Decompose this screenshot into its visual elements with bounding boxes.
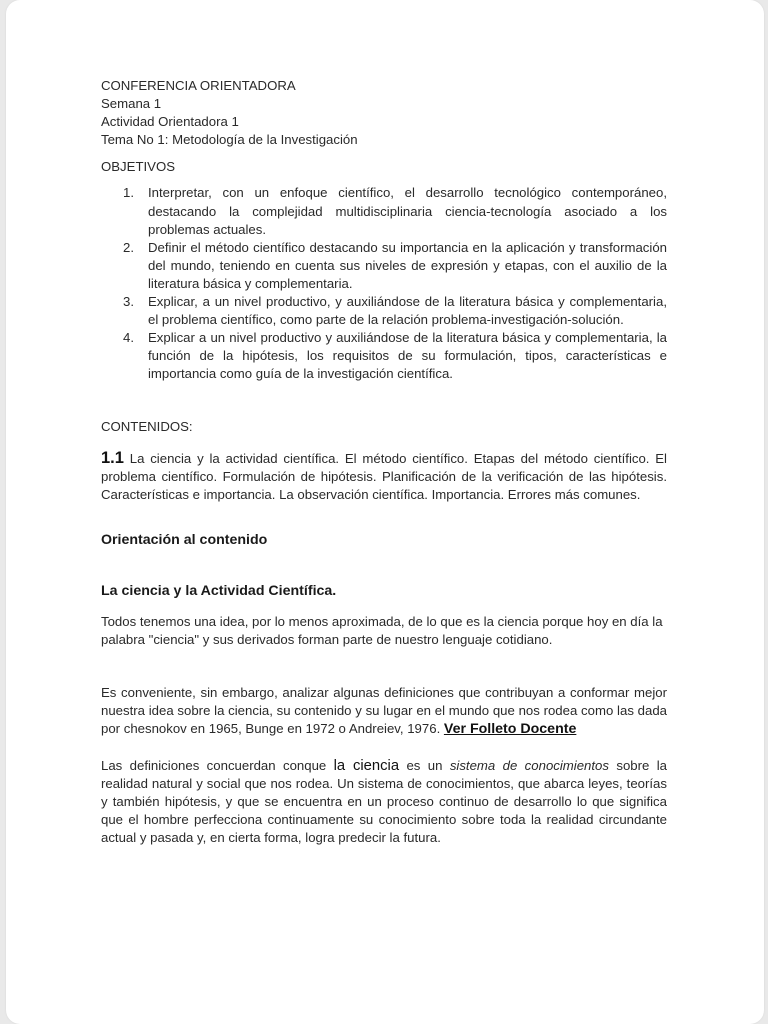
ver-folleto-docente-link[interactable]: Ver Folleto Docente — [443, 721, 577, 738]
contenido-item — [101, 449, 667, 504]
paragraph-text-mid: es un — [399, 757, 450, 773]
contenido-text: La ciencia y la actividad científica. El método científico. Etapas del método científico. El problema científico. Formulación de hipótesis. Planificación de la verificación de las hipótesis. Características e importancia. La observación científica. Importancia. Errores más comunes. — [101, 450, 667, 502]
objetivos-heading: OBJETIVOS — [101, 159, 176, 175]
objective-item — [101, 329, 667, 383]
paragraph-ciencia-definition — [101, 757, 667, 847]
objectives-list — [101, 184, 667, 383]
contenidos-heading: CONTENIDOS: — [101, 418, 193, 434]
objective-number: 2. — [123, 239, 134, 255]
objective-number: 4. — [123, 330, 134, 346]
objective-item — [101, 184, 667, 238]
objective-item — [101, 239, 667, 293]
objective-text: Interpretar, con un enfoque científico, el desarrollo tecnológico contemporáneo, destacando la complejidad multidisciplinaria ciencia-tecnología asociado a los problemas actuales. — [148, 185, 667, 237]
ciencia-term: la ciencia — [333, 757, 400, 774]
document-header — [101, 77, 667, 149]
objective-text: Explicar, a un nivel productivo, y auxiliándose de la literatura básica y complementaria, el problema científico, como parte de la relación problema-investigación-solución. — [148, 294, 667, 328]
paragraph-intro: Todos tenemos una idea, por lo menos aproximada, de lo que es la ciencia porque hoy en día la palabra "ciencia" y sus derivados forman parte de nuestro lenguaje cotidiano. — [101, 614, 663, 648]
document-title: CONFERENCIA ORIENTADORA — [101, 78, 296, 93]
paragraph-definitions — [101, 684, 667, 738]
document-content — [101, 77, 667, 847]
objective-text: Explicar a un nivel productivo y auxiliándose de la literatura básica y complementaria, la función de la hipótesis, los requisitos de su formulación, tipos, características e importancia como guía de la investigación científica. — [148, 330, 667, 382]
document-page — [6, 0, 764, 1024]
week-label: Semana 1 — [101, 96, 162, 112]
topic-label: Tema No 1: Metodología de la Investigación — [101, 132, 358, 148]
paragraph-definitions-text: Es conveniente, sin embargo, analizar algunas definiciones que contribuyan a conformar mejor nuestra idea sobre la ciencia, su contenido y su lugar en el mundo que nos rodea como las dada por chesnokov en 1965, Bunge en 1972 o Andreiev, 1976. — [101, 685, 667, 737]
contenido-number: 1.1 — [101, 448, 124, 467]
objective-text: Definir el método científico destacando su importancia en la aplicación y transformación del mundo, teniendo en cuenta sus niveles de expresión y etapas, con el auxilio de la literatura básica y complementaria. — [148, 239, 667, 291]
orientacion-heading: Orientación al contenido — [101, 531, 268, 548]
objective-number: 1. — [123, 185, 134, 201]
objective-number: 3. — [123, 294, 134, 310]
sistema-conocimientos-term: sistema de conocimientos — [449, 757, 609, 773]
ciencia-section-heading: La ciencia y la Actividad Científica. — [101, 582, 337, 599]
objective-item — [101, 293, 667, 329]
paragraph-text-end: sobre la realidad natural y social que nos rodea. Un sistema de conocimientos, que abarca leyes, teorías y también hipótesis, y que se encuentra en un proceso continuo de desarrollo lo que significa que el hombre perfecciona continuamente su conocimiento sobre toda la realidad circundante actual y pasada y, en cierta forma, logra predecir la futura. — [101, 757, 668, 845]
paragraph-text-start: Las definiciones concuerdan conque — [101, 757, 334, 773]
activity-label: Actividad Orientadora 1 — [101, 114, 239, 130]
